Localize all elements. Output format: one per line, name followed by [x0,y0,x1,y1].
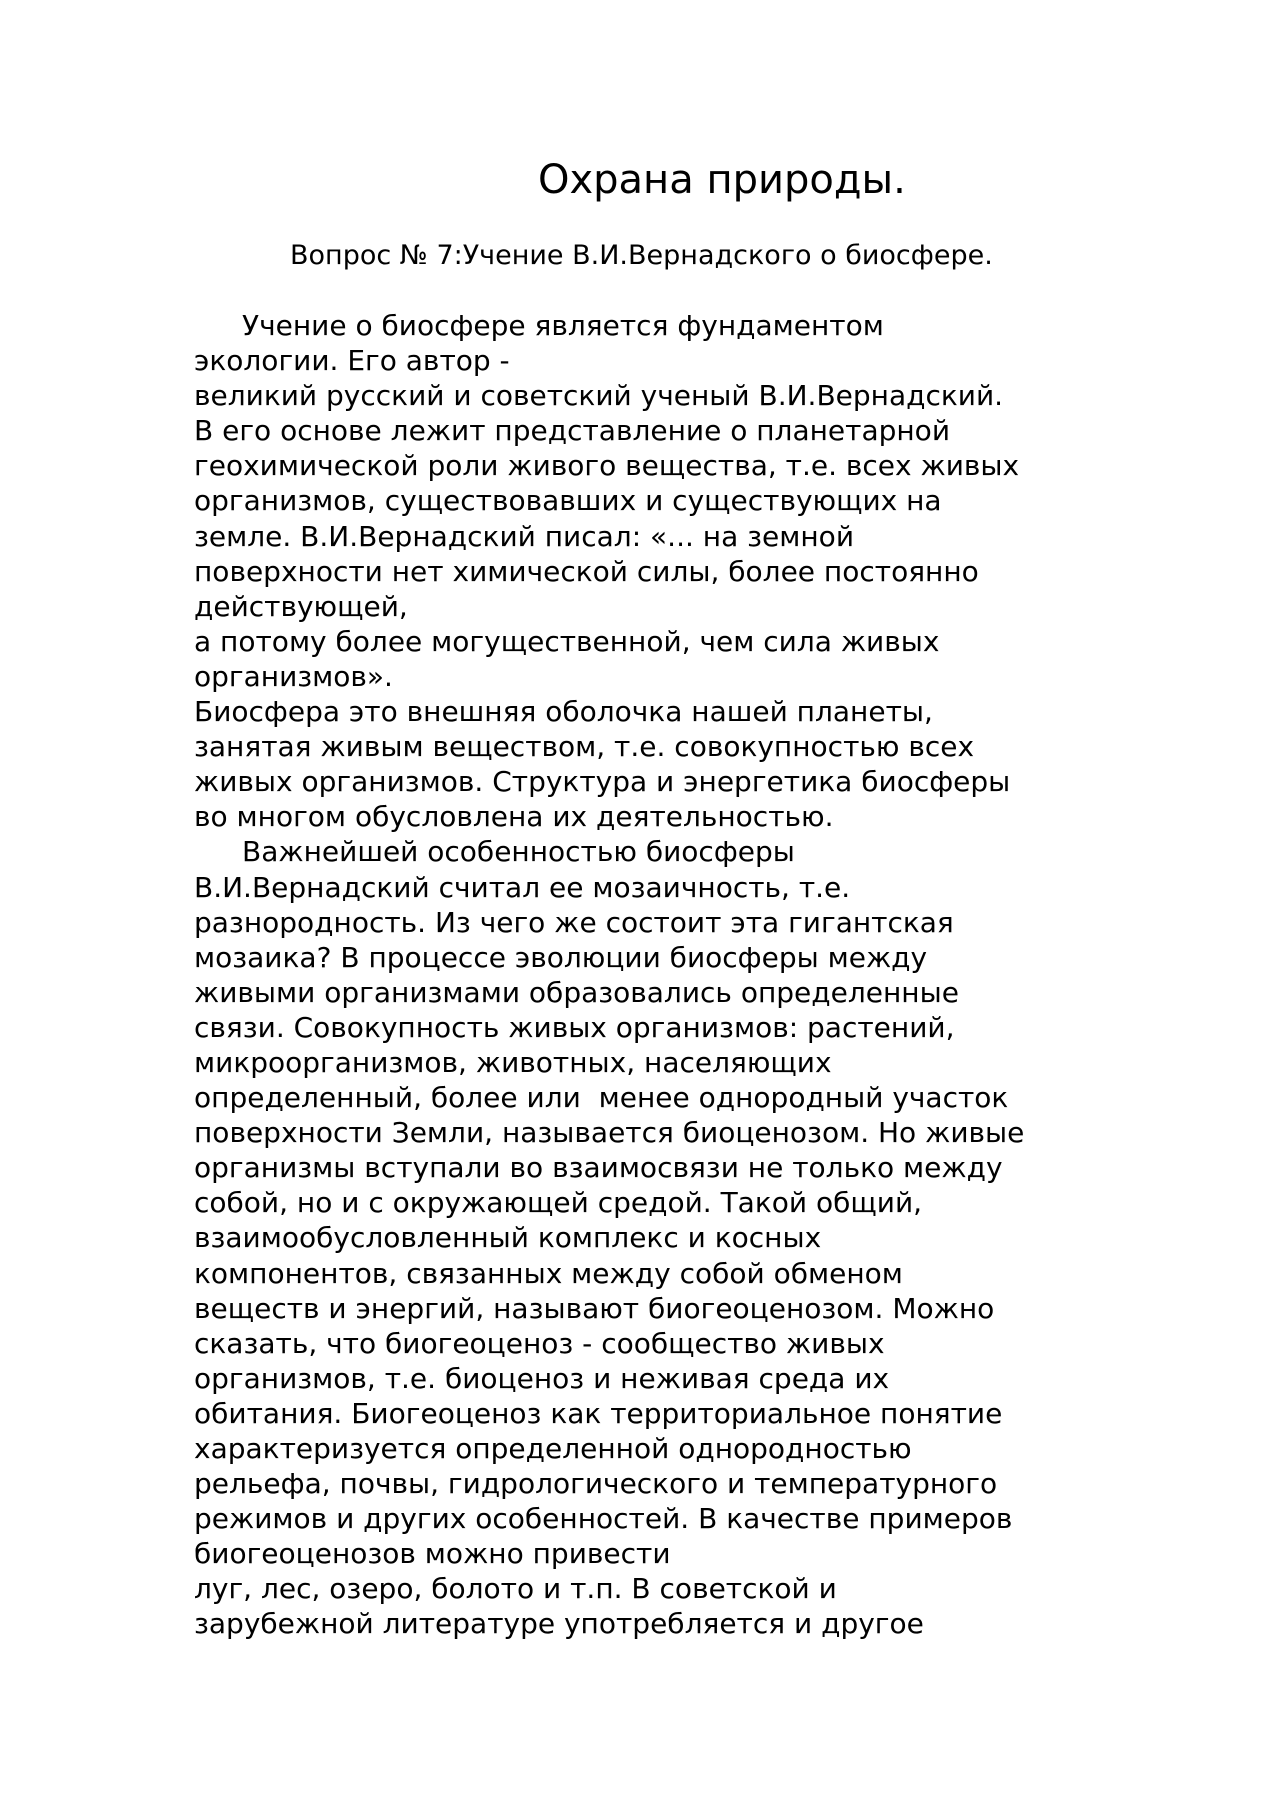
text-line: В.И.Вернадский считал ее мозаичность, т.е. [194,870,851,904]
text-line: разнородность. Из чего же состоит эта гигантская [194,905,954,939]
text-line: В его основе лежит представление о планетарной [194,414,951,448]
text-line: земле. В.И.Вернадский писал: «... на земной [194,519,855,553]
text-line: действующей, [194,589,408,623]
text-line: определенный, более или менее однородный участок [194,1081,1009,1115]
text-line: а потому более могущественной, чем сила живых [194,624,940,658]
body-text [194,308,1194,1642]
text-line: собой, но и с окружающей средой. Такой общий, [194,1186,923,1220]
text-line: организмов, существовавших и существующих на [194,484,942,518]
text-line: компонентов, связанных между собой обменом [194,1256,903,1290]
text-line: микроорганизмов, животных, населяющих [194,1045,832,1079]
text-line: великий русский и советский ученый В.И.Вернадский. [194,379,1004,413]
text-line: сказать, что биогеоценоз - сообщество живых [194,1326,885,1360]
text-line: геохимической роли живого вещества, т.е. всех живых [194,449,1020,483]
text-line: организмов, т.е. биоценоз и неживая среда их [194,1361,890,1395]
text-line: поверхности нет химической силы, более постоянно [194,554,979,588]
text-line: рельефа, почвы, гидрологического и температурного [194,1467,998,1501]
text-line: живыми организмами образовались определенные [194,975,959,1009]
text-line: луг, лес, озеро, болото и т.п. В советской и [194,1572,837,1606]
text-line: зарубежной литературе употребляется и другое [194,1607,924,1641]
text-line: связи. Совокупность живых организмов: растений, [194,1010,955,1044]
text-line: организмы вступали во взаимосвязи не только между [194,1151,1003,1185]
text-line: веществ и энергий, называют биогеоценозом. Можно [194,1291,995,1325]
text-line: биогеоценозов можно привести [194,1537,671,1571]
text-line: мозаика? В процессе эволюции биосферы между [194,940,928,974]
text-line: занятая живым веществом, т.е. совокупностью всех [194,730,975,764]
text-line: Биосфера это внешняя оболочка нашей планеты, [194,695,933,729]
text-line: Учение о биосфере является фундаментом [242,309,884,342]
text-line: живых организмов. Структура и энергетика биосферы [194,765,1011,799]
text-line: режимов и других особенностей. В качестве примеров [194,1502,1013,1536]
text-line: Важнейшей особенностью биосферы [242,835,795,869]
text-line: поверхности Земли, называется биоценозом. Но живые [194,1116,1025,1150]
text-line: организмов». [194,659,393,693]
text-line: экологии. Его автор - [194,344,510,378]
question-heading: Вопрос № 7:Учение В.И.Вернадского о биосфере. [290,240,993,271]
text-line: характеризуется определенной однородностью [194,1432,912,1465]
text-line: взаимообусловленный комплекс и косных [194,1221,822,1255]
page-title: Охрана природы. [538,157,906,203]
text-line: обитания. Биогеоценоз как территориальное понятие [194,1396,1003,1430]
text-line: во многом обусловлена их деятельностью. [194,800,834,834]
